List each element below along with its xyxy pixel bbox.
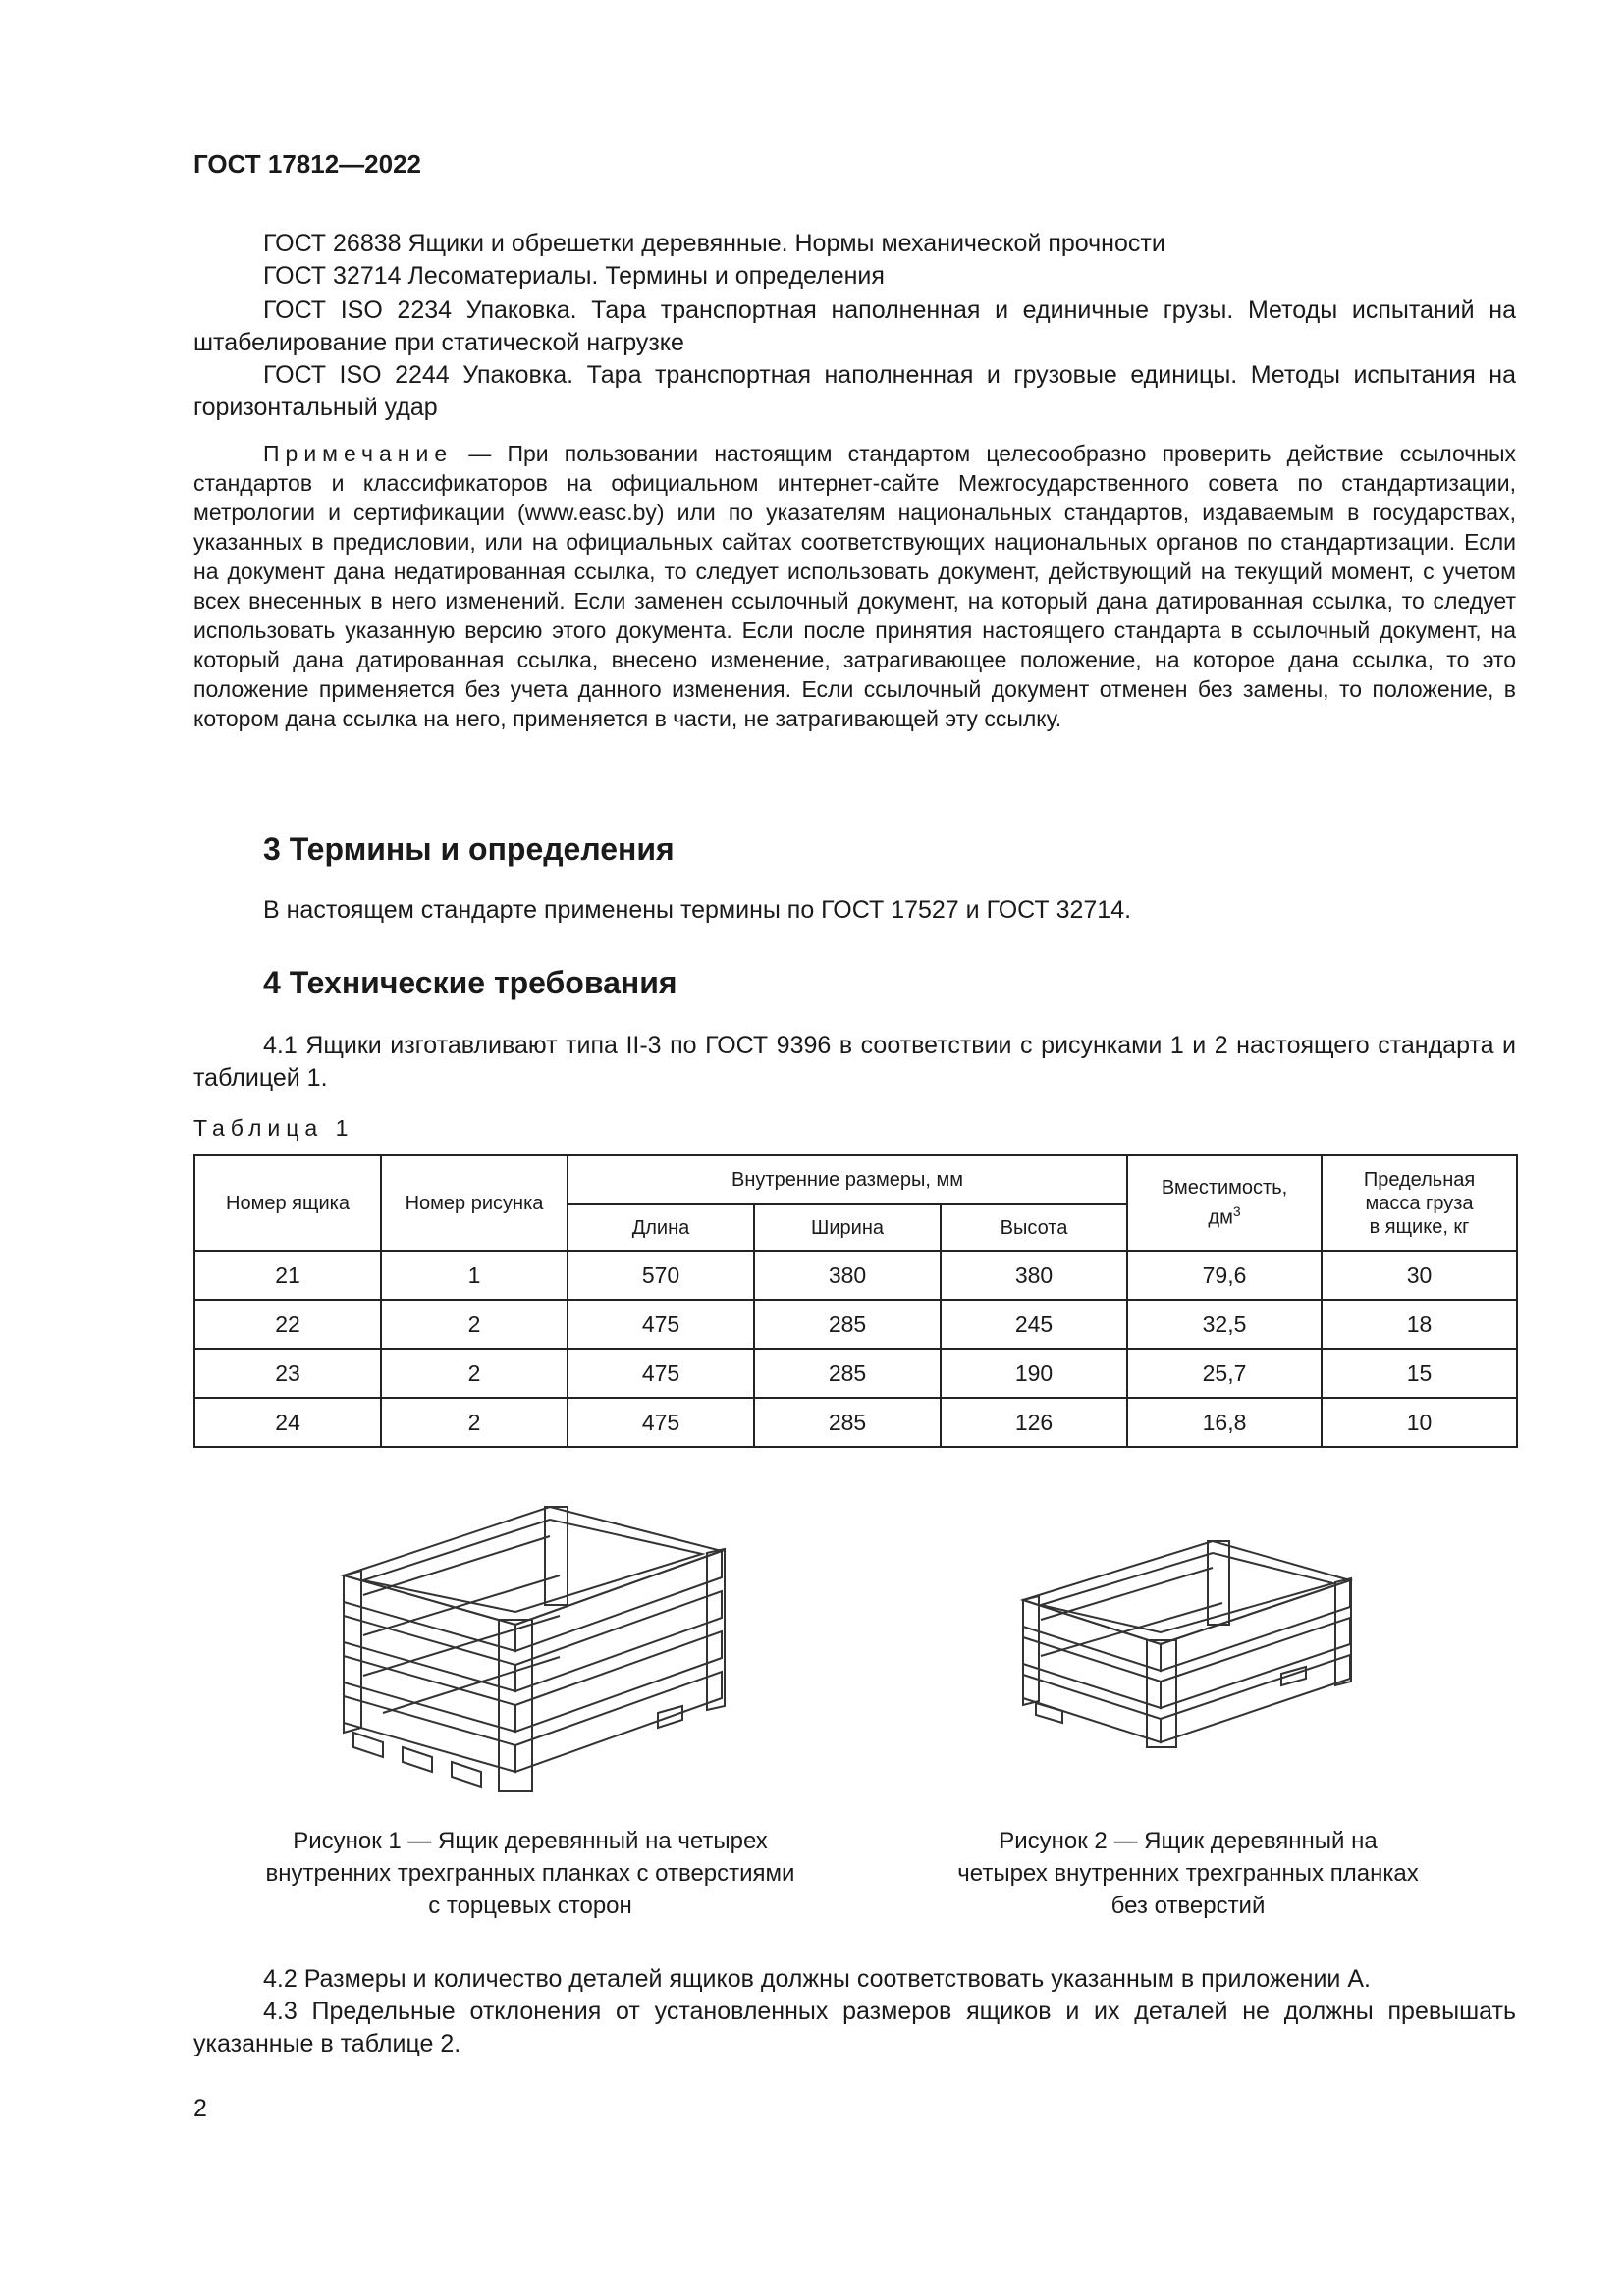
figure-2-crate-illustration	[1011, 1526, 1365, 1762]
header-capacity	[1127, 1155, 1322, 1251]
figure-2-caption: Рисунок 2 — Ящик деревянный на четырех внутренних трехгранных планках без отверстий	[957, 1828, 1419, 1919]
table-1-caption: Таблица 1	[193, 1115, 354, 1141]
reference-item: ГОСТ ISO 2244 Упаковка. Тара транспортная наполненная и грузовые единицы. Методы испытания на горизонтальный удар	[193, 361, 1516, 421]
header-box-number: Номер ящика	[194, 1155, 381, 1251]
header-length: Длина	[568, 1204, 754, 1251]
header-height: Высота	[941, 1204, 1127, 1251]
paragraph-4-1: 4.1 Ящики изготавливают типа II-3 по ГОСТ 9396 в соответствии с рисунками 1 и 2 настоящего стандарта и таблицей 1.	[193, 1032, 1516, 1092]
table-row: 22 2 475 285 245 32,5 18	[194, 1300, 1517, 1349]
section-3-title: 3 Термины и определения	[263, 831, 675, 867]
page-number: 2	[193, 2095, 207, 2122]
reference-item: ГОСТ 26838 Ящики и обрешетки деревянные. Нормы механической прочности	[263, 230, 1165, 257]
section-3-text: В настоящем стандарте применены термины по ГОСТ 17527 и ГОСТ 32714.	[263, 896, 1132, 924]
note-block	[193, 439, 1516, 733]
header-width: Ширина	[754, 1204, 941, 1251]
header-inner-dimensions: Внутренние размеры, мм	[568, 1155, 1127, 1204]
note-text: — При пользовании настоящим стандартом целесообразно проверить действие ссылочных стандартов и классификаторов на официальном интернет-сайте Межгосударственного совета по стандартизации, метрологии и сертификации (www.easc.by) или по указателям национальных стандартов, издаваемым в государствах, указанных в предисловии, или на официальных сайтах соответствующих национальных органов по стандартизации. Если на документ дана недатированная ссылка, то следует использовать документ, действующий на текущий момент, с учетом всех внесенных в него изменений. Если заменен ссылочный документ, на который дана датированная ссылка, то следует использовать указанную версию этого документа. Если после принятия настоящего стандарта в ссылочный документ, на который дана датированная ссылка, внесено изменение, затрагивающее положение, на которое дана ссылка, то это положение применяется без учета данного изменения. Если ссылочный документ отменен без замены, то положение, в котором дана ссылка на него, применяется в части, не затрагивающей эту ссылку.	[193, 441, 1516, 731]
table-1	[193, 1154, 1518, 1448]
header-max-load: Предельная масса груза в ящике, кг	[1322, 1155, 1517, 1251]
paragraph-4-2: 4.2 Размеры и количество деталей ящиков должны соответствовать указанным в приложении А.	[263, 1965, 1371, 1993]
document-header: ГОСТ 17812—2022	[193, 149, 421, 179]
figure-1-crate-illustration	[324, 1492, 736, 1816]
header-capacity-label: Вместимость,	[1161, 1177, 1288, 1200]
table-row: 23 2 475 285 190 25,7 15	[194, 1349, 1517, 1398]
header-capacity-unit: $дм^3$	[1208, 1203, 1241, 1229]
figure-1-caption: Рисунок 1 — Ящик деревянный на четырех внутренних трехгранных планках с отверстиями с торцевых сторон	[265, 1828, 795, 1919]
reference-item: ГОСТ ISO 2234 Упаковка. Тара транспортная наполненная и единичные грузы. Методы испытаний на штабелирование при статической нагрузке	[193, 296, 1516, 356]
note-label: Примечание	[263, 441, 454, 466]
header-figure-number: Номер рисунка	[381, 1155, 568, 1251]
table-row: 21 1 570 380 380 79,6 30	[194, 1251, 1517, 1300]
section-4-title: 4 Технические требования	[263, 965, 677, 1000]
paragraph-4-3: 4.3 Предельные отклонения от установленных размеров ящиков и их деталей не должны превышать указанные в таблице 2.	[193, 1998, 1516, 2057]
table-row: 24 2 475 285 126 16,8 10	[194, 1398, 1517, 1447]
reference-item: ГОСТ 32714 Лесоматериалы. Термины и определения	[263, 262, 885, 290]
